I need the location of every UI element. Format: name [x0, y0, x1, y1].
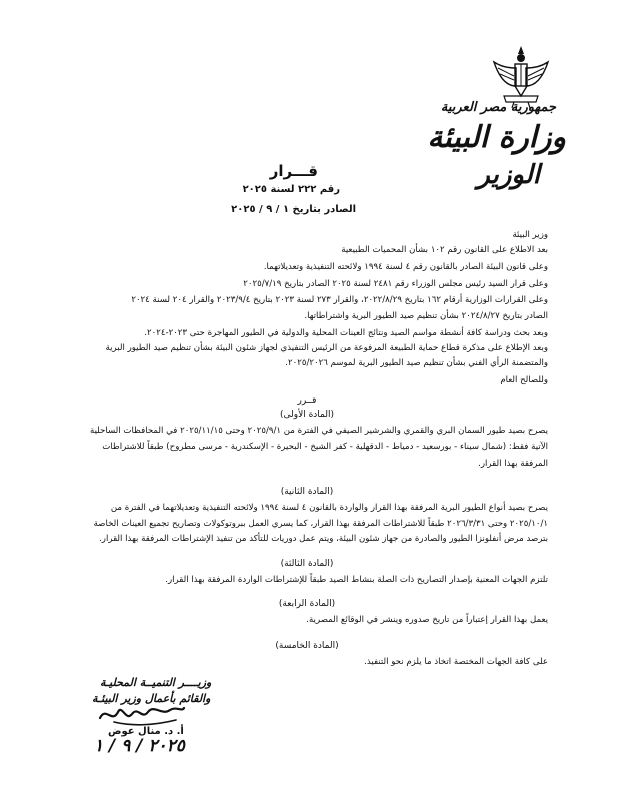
ministry-name: وزارة البيئة — [427, 120, 566, 155]
preamble-line: وزير البيئة — [512, 230, 548, 240]
article-text: المرفقة بهذا القرار. — [478, 459, 548, 469]
article-text: على كافة الجهات المختصة اتخاذ ما يلزم نحو التنفيذ. — [364, 657, 548, 667]
preamble-line: والمتضمنة الرأي الفني بشأن تنظيم صيد الطيور البرية لموسم ٢٠٢٥/٢٠٢٦. — [285, 358, 548, 368]
preamble-line: وبعد الإطلاع على مذكرة قطاع حماية الطبيعة المرفوعة من الرئيس التنفيذي لجهاز شئون البيئة بشأن تنظيم صيد الطيور البرية — [105, 343, 548, 353]
decides-heading: قــرر — [297, 396, 317, 406]
decree-title: قـــرار — [269, 162, 318, 180]
article-text: يصرح بصيد طيور السمان البري والقمري والشرشير الصيفي في الفترة من ٢٠٢٥/٩/١ وحتى ٢٠٢٥/١١/١٥ في المحافظات الساحلية — [89, 426, 548, 436]
article-heading: (المادة الأولى) — [279, 410, 335, 420]
article-heading: (المادة الثالثة) — [280, 559, 334, 569]
article-heading: (المادة الخامسة) — [275, 641, 339, 651]
preamble-line: وعلى قانون البيئة الصادر بالقانون رقم ٤ لسنة ١٩٩٤ ولائحته التنفيذية وتعديلاتهما. — [263, 262, 548, 272]
article-text: تلتزم الجهات المعنية بإصدار التصاريح ذات الصلة بنشاط الصيد طبقاً للإشتراطات الواردة المرفقة بهذا القرار. — [165, 575, 548, 585]
preamble-line: وللصالح العام — [500, 375, 548, 385]
article-heading: (المادة الثانية) — [280, 487, 334, 497]
article-text: ٢٠٢٥/١٠/١ وحتى ٢٠٢٦/٣/٣١ طبقاً للاشتراطات المرفقة بهذا القرار، كما يسري العمل ببروتوكولات وتصاريح تجميع العينات الخاصة — [93, 519, 548, 529]
republic-name: جمهورية مصر العربية — [440, 100, 556, 115]
article-heading: (المادة الرابعة) — [278, 599, 336, 609]
preamble-line: بعد الاطلاع على القانون رقم ١٠٢ بشأن المحميات الطبيعية — [341, 245, 548, 255]
signatory-title: وزيــــر التنميــة المحليـة — [100, 676, 212, 689]
signatory-acting-title: والقائم بأعمال وزير البيئـة — [92, 692, 211, 705]
decree-issue-date: الصادر بتاريخ ١ / ٩ / ٢٠٢٥ — [231, 204, 356, 215]
article-text: الآتية فقط: (شمال سيناء - بورسعيد - دمياط - الدقهلية - كفر الشيخ - البحيرة - الإسكندرية - مرسى مطروح) طبقاً للاشتراطات — [102, 442, 548, 452]
article-text: بترصد مرض أنفلونزا الطيور والصادرة من جهاز شئون البيئة، ويتم عمل دوريات للتأكد من تنفيذ الإشتراطات المرفقة بهذا القرار. — [99, 534, 548, 544]
preamble-line: وعلى قرار السيد رئيس مجلس الوزراء رقم ٢٤٨١ لسنة ٢٠٢٥ الصادر بتاريخ ٢٠٢٥/٧/١٩ — [243, 279, 548, 289]
minister-office: الوزير — [477, 160, 540, 190]
article-text: يصرح بصيد أنواع الطيور البرية المرفقة بهذا القرار والواردة بالقانون ٤ لسنة ١٩٩٤ ولائحته التنفيذية وتعديلاتهما في الفترة من — [110, 503, 548, 513]
signatory-name: أ. د. منال عوض — [108, 726, 184, 737]
preamble-line: الصادر بتاريخ ٢٠٢٤/٨/٢٧ بشأن تنظيم صيد الطيور البرية واشتراطاتها. — [304, 311, 548, 321]
signature-date: ٢٠٢٥ / ٩ / ١ — [94, 736, 185, 756]
preamble-line: وعلى القرارات الوزارية أرقام ١٦٢ بتاريخ ٢٠٢٢/٨/٢٩، والقرار ٢٧٣ لسنة ٢٠٢٣ بتاريخ ٢٠٢٣/٩/٤ والقرار ٢٠٤ لسنة ٢٠٢٤ — [131, 295, 548, 305]
decree-number: رقم ٢٢٢ لسنة ٢٠٢٥ — [242, 184, 340, 195]
preamble-line: وبعد بحث ودراسة كافة أنشطة مواسم الصيد ونتائج العينات المحلية والدولية في الطيور المهاجرة حتى ٢٠٢٣-٢٠٢٤. — [144, 328, 548, 338]
article-text: يعمل بهذا القرار إعتباراً من تاريخ صدوره وينشر في الوقائع المصرية. — [306, 615, 548, 625]
